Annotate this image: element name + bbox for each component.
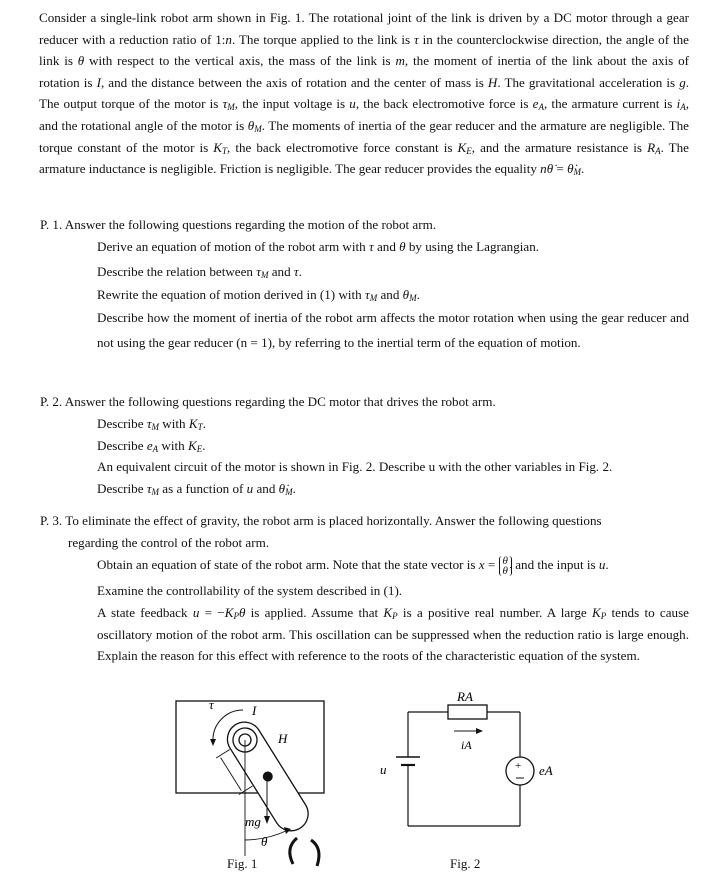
p1-heading: P. 1. Answer the following questions regarding the motion of the robot arm.: [40, 217, 437, 232]
fig2-caption: Fig. 2: [450, 856, 481, 871]
p3-item-3: A state feedback $u = -K_P\theta$ is applied. Assume that $K_P$ is a positive real number. A large $K_P$ tends to cause oscillatory motion of the robot arm. This oscillation can be suppressed when the reduction ratio is large enough. Explain the reason for this effect with reference to the roots of the characteristic equation of the system.: [97, 605, 689, 664]
fig1-robot-arm-diagram: [165, 690, 345, 869]
p2-item-1: Describe $\tau_M$ with $K_T$.: [97, 416, 206, 432]
p2-item-2: Describe $e_A$ with $K_E$.: [97, 438, 206, 454]
fig1-h-dimension: [221, 758, 242, 791]
fig2-label-u: u: [380, 762, 387, 777]
p3-item-2: Examine the controllability of the system described in (1).: [97, 583, 403, 598]
p2-heading: P. 2. Answer the following questions regarding the DC motor that drives the robot arm.: [40, 394, 496, 409]
p2-item-3: An equivalent circuit of the motor is shown in Fig. 2. Describe u with the other variables in Fig. 2.: [97, 459, 613, 474]
fig1-label-tau: τ: [209, 697, 214, 712]
fig2-label-i: iA: [461, 738, 472, 752]
fig1-caption: Fig. 1: [227, 856, 258, 871]
fig1-label-theta: θ: [261, 834, 268, 849]
fig2-resistor: [448, 705, 487, 719]
fig2-current-arrow: [476, 728, 483, 734]
p3-heading: P. 3. To eliminate the effect of gravity, the robot arm is placed horizontally. Answer the following questions regarding the control of the robot arm.: [40, 513, 602, 550]
fig2-plus-sign: +: [515, 760, 522, 772]
p1-item-2: Describe the relation between $\tau_M$ and τ.: [97, 264, 302, 280]
p3-item-1: Obtain an equation of state of the robot arm. Note that the state vector is x = θ θ̇ and the input is u.: [97, 555, 609, 577]
fig2-label-r: RA: [457, 689, 473, 704]
p2-item-4: Describe $\tau_M$ as a function of u and $\thetȧ_M$.: [97, 481, 296, 497]
p1-item-4: Describe how the moment of inertia of the robot arm affects the motor rotation when using the gear reducer and not using the gear reducer (n = 1), by referring to the inertial term of the equation of motion.: [97, 310, 689, 350]
fig1-label-i: I: [252, 703, 257, 718]
problem-intro: Consider a single-link robot arm shown in Fig. 1. The rotational joint of the link is driven by a DC motor through a gear reducer with a reduction ratio of 1:n. The torque applied to the link is τ in the counterclockwise direction, the angle of the link is θ with respect to the vertical axis, the mass of the link is m, the moment of inertia of the link about the axis of rotation is I, and the distance between the axis of rotation and the center of mass is H. The gravitational acceleration is g. The output torque of the motor is $\tau_M$, the input voltage is u, the back electromotive force is $e_A$, the armature current is $i_A$, and the rotational angle of the motor is $\theta_M$. The moments of inertia of the gear reducer and the armature are negligible. The torque constant of the motor is $K_T$, the back electromotive force constant is $K_E$, and the armature resistance is $R_A$. The armature inductance is negligible. Friction is negligible. The gear reducer provides the equality nθ̇ = $\thetȧ_M$.: [39, 10, 690, 178]
fig1-label-mg: mg: [245, 814, 261, 829]
fig1-gravity-arrow: [264, 816, 270, 824]
p1-item-3: Rewrite the equation of motion derived in (1) with $\tau_M$ and $\theta_M$.: [97, 287, 420, 303]
fig1-gripper: [290, 838, 319, 866]
fig1-label-h: H: [278, 731, 288, 746]
fig2-circuit-diagram: [370, 684, 560, 859]
p1-item-1: Derive an equation of motion of the robot arm with τ and θ by using the Lagrangian.: [97, 239, 540, 254]
fig2-label-e: eA: [539, 763, 553, 778]
